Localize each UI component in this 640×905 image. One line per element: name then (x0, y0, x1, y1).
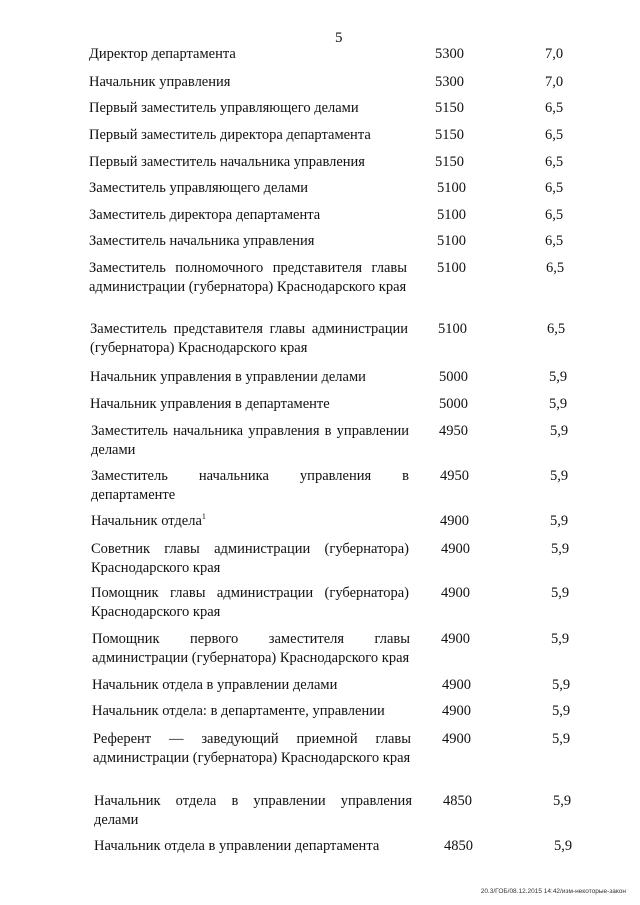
position-title: Начальник управления в департаменте (90, 396, 330, 412)
salary-value: 5100 (437, 260, 466, 276)
position-title: Начальник управления в управлении делами (90, 369, 366, 385)
position-title: Начальник отдела$^1$ (91, 512, 206, 529)
coefficient-value: 5,9 (552, 677, 571, 693)
coefficient-value: 5,9 (549, 369, 568, 385)
position-title: Первый заместитель управляющего делами (89, 100, 359, 116)
position-title: Заместитель представителя главы администрации (губернатора) Краснодарского края (90, 321, 408, 356)
coefficient-value: 5,9 (550, 423, 569, 439)
salary-value: 4950 (440, 468, 469, 484)
position-title: Помощник главы администрации (губернатора) Краснодарского края (91, 585, 409, 620)
salary-value: 4950 (439, 423, 468, 439)
salary-value: 4900 (442, 731, 471, 747)
position-title: Первый заместитель начальника управления (89, 154, 365, 170)
salary-value: 5150 (435, 154, 464, 170)
position-title: Начальник отдела в управлении департамента (94, 838, 380, 854)
position-title: Референт — заведующий приемной главы администрации (губернатора) Краснодарского края (93, 731, 411, 766)
salary-value: 5100 (437, 180, 466, 196)
salary-value: 5150 (435, 100, 464, 116)
salary-value: 4900 (441, 631, 470, 647)
salary-value: 5300 (435, 74, 464, 90)
salary-value: 4900 (440, 513, 469, 529)
coefficient-value: 6,5 (545, 207, 564, 223)
position-title: Заместитель начальника управления (89, 233, 315, 249)
coefficient-value: 5,9 (550, 468, 569, 484)
salary-value: 4850 (443, 793, 472, 809)
position-title: Начальник управления (89, 74, 231, 90)
position-title: Помощник первого заместителя главы администрации (губернатора) Краснодарского края (92, 631, 410, 666)
position-title: Советник главы администрации (губернатора) Краснодарского края (91, 541, 409, 576)
coefficient-value: 6,5 (545, 127, 564, 143)
coefficient-value: 7,0 (545, 46, 564, 62)
salary-value: 4900 (441, 585, 470, 601)
coefficient-value: 6,5 (545, 154, 564, 170)
position-title: Заместитель начальника управления в департаменте (91, 468, 409, 503)
coefficient-value: 6,5 (545, 233, 564, 249)
coefficient-value: 5,9 (550, 513, 569, 529)
coefficient-value: 6,5 (545, 180, 564, 196)
coefficient-value: 5,9 (551, 541, 570, 557)
coefficient-value: 6,5 (547, 321, 566, 337)
salary-value: 5100 (438, 321, 467, 337)
position-title: Начальник отдела в управлении делами (92, 677, 338, 693)
coefficient-value: 6,5 (545, 100, 564, 116)
salary-value: 4850 (444, 838, 473, 854)
position-title: Начальник отдела в управлении управления делами (94, 793, 412, 828)
coefficient-value: 5,9 (554, 838, 573, 854)
coefficient-value: 6,5 (546, 260, 565, 276)
salary-value: 4900 (441, 541, 470, 557)
footer-stamp: 20.3/ГОБ/08.12.2015 14:42/изм-некоторые-закон (480, 888, 626, 895)
position-title: Заместитель полномочного представителя главы администрации (губернатора) Краснодарского края (89, 260, 407, 295)
page-number: 5 (335, 30, 343, 46)
salary-value: 5300 (435, 46, 464, 62)
coefficient-value: 5,9 (551, 585, 570, 601)
position-title: Директор департамента (89, 46, 236, 62)
position-title: Начальник отдела: в департаменте, управлении (92, 703, 385, 719)
position-title: Заместитель начальника управления в управлении делами (91, 423, 409, 458)
salary-value: 4900 (442, 677, 471, 693)
position-title: Заместитель директора департамента (89, 207, 321, 223)
coefficient-value: 5,9 (551, 631, 570, 647)
position-title: Первый заместитель директора департамента (89, 127, 371, 143)
salary-value: 5000 (439, 369, 468, 385)
position-title: Заместитель управляющего делами (89, 180, 309, 196)
salary-value: 5150 (435, 127, 464, 143)
salary-value: 5000 (439, 396, 468, 412)
salary-value: 4900 (442, 703, 471, 719)
coefficient-value: 5,9 (552, 731, 571, 747)
salary-value: 5100 (437, 207, 466, 223)
coefficient-value: 7,0 (545, 74, 564, 90)
salary-value: 5100 (437, 233, 466, 249)
coefficient-value: 5,9 (549, 396, 568, 412)
coefficient-value: 5,9 (552, 703, 571, 719)
footnote-marker: 1 (201, 512, 206, 522)
coefficient-value: 5,9 (553, 793, 572, 809)
